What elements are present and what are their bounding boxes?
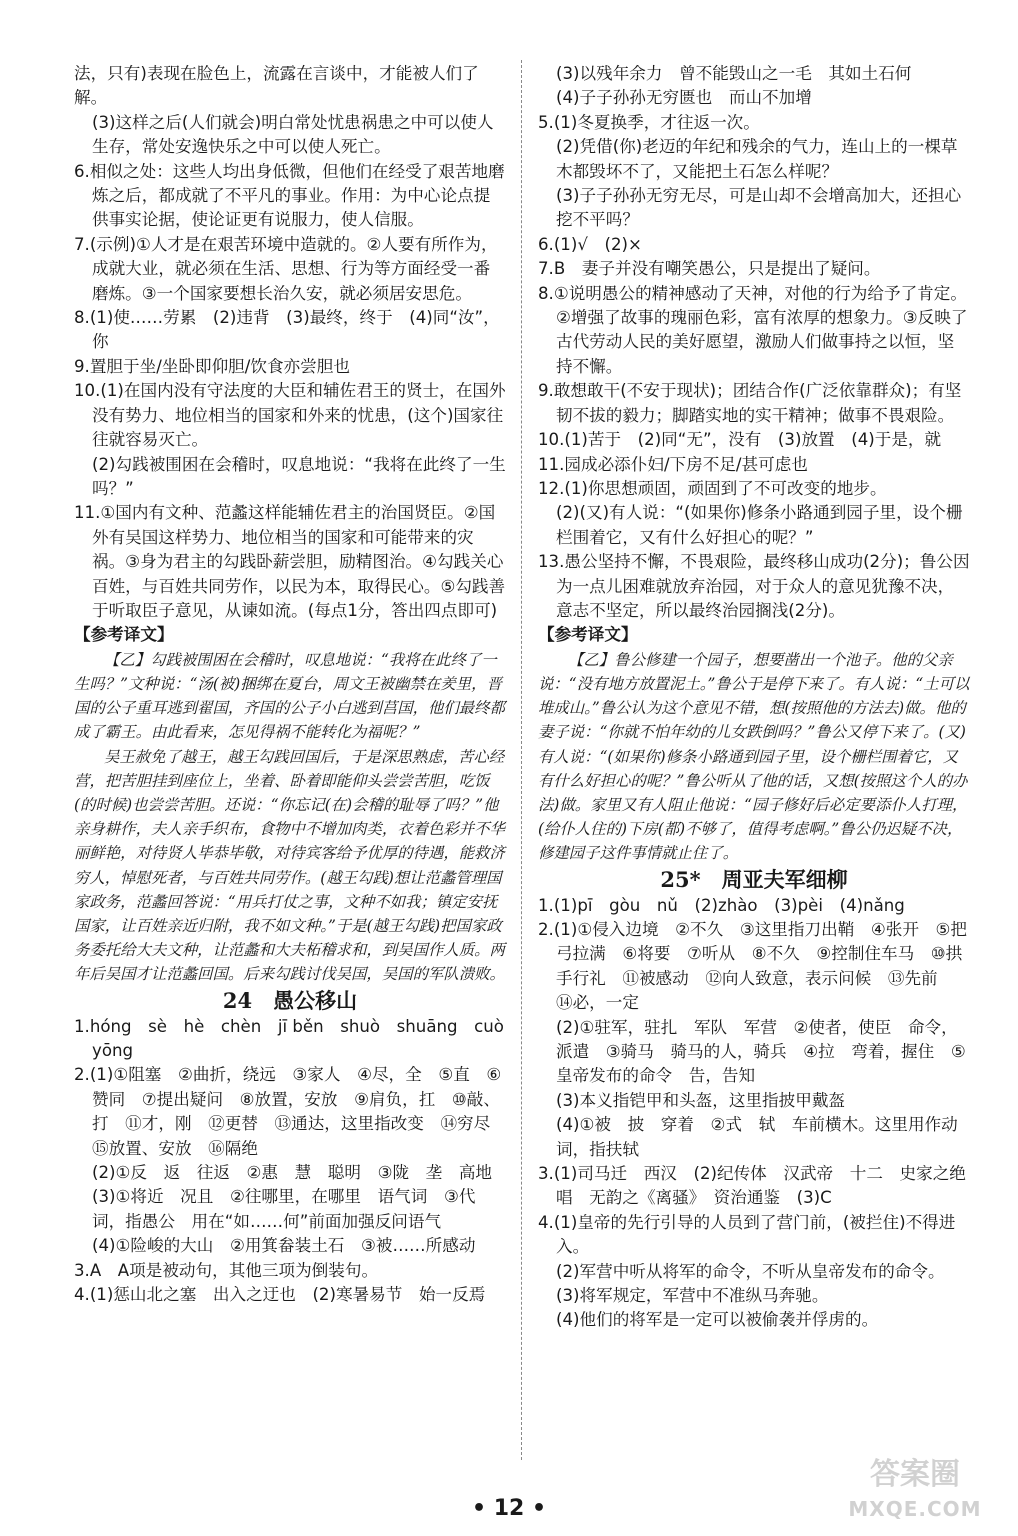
answer-subitem: (2)凭借(你)老迈的年纪和残余的气力，连山上的一棵草木都毁坏不了，又能把土石怎么样呢？ [556,137,958,181]
question-item: 5.(1)冬夏换季，才往返一次。 [538,112,760,132]
translation-heading: 【参考译文】 [74,625,174,645]
question-item: 6.(1)√ (2)× [538,234,642,254]
answer-subitem: (3)子子孙孙无穷无尽，可是山却不会增高加大，还担心挖不平吗？ [556,186,962,230]
question-item: 11.园成必添仆妇/下房不足/甚可虑也 [538,454,808,474]
question-item: 10.(1)苦于 (2)同“无”，没有 (3)放置 (4)于是，就 [538,430,942,450]
answer-subitem: (2)勾践被围困在会稽时，叹息地说：“我将在此终了一生吗？” [92,454,506,498]
answer-subitem: (2)①反 返 往返 ②惠 慧 聪明 ③陇 垄 高地 [92,1163,493,1183]
watermark-text: 答案圈 [870,1457,960,1492]
answer-subitem: (3)本义指铠甲和头盔，这里指披甲戴盔 [556,1090,846,1110]
question-item: 2.(1)①阻塞 ②曲折，绕远 ③家人 ④尽，全 ⑤直 ⑥赞同 ⑦提出疑问 ⑧放置，安放 ⑨肩负，扛 ⑩敲、打 ⑪才，刚 ⑫更替 ⑬通达，这里指改变 ⑭穷尽 ⑮放置、安放 ⑯隔绝 [74,1065,507,1158]
question-item: 9.置胆于坐/坐卧即仰胆/饮食亦尝胆也 [74,356,350,376]
question-item: 4.(1)皇帝的先行引导的人员到了营门前，(被拦住)不得进入。 [538,1212,956,1257]
answer-subitem: (4)子子孙孙无穷匮也 而山不加增 [556,88,812,108]
answer-subitem: (4)①险峻的大山 ②用箕畚装土石 ③被……所感动 [92,1236,476,1256]
question-item: 7.(示例)①人才是在艰苦环境中造就的。②人要有所作为，成就大业，就必须在生活、思想、行为等方面经受一番磨炼。③一个国家要想长治久安，就必须居安思危。 [74,234,498,303]
right-column [538,62,970,1333]
left-column [74,62,521,1307]
question-item: 7.B 妻子并没有嘲笑愚公，只是提出了疑问。 [538,259,881,279]
question-item: 3.(1)司马迁 西汉 (2)纪传体 汉武帝 十二 史家之绝唱 无韵之《离骚》 资治通鉴 (3)C [538,1164,966,1208]
translation-paragraph: 【乙】勾践被围困在会稽时，叹息地说：“我将在此终了一生吗？”文种说：“汤(被)捆绑在夏台，周文王被幽禁在羑里，晋国的公子重耳逃到翟国，齐国的公子小白逃到莒国，他们最终都成了霸王。由此看来，怎见得祸不能转化为福呢？” [74,650,505,742]
page-number: • 12 • [471,1496,547,1521]
translation-paragraph: 吴王赦免了越王，越王勾践回国后，于是深思熟虑，苦心经营，把苦胆挂到座位上，坐着、卧着即能仰头尝尝苦胆，吃饭(的时候)也尝尝苦胆。还说：“你忘记(在)会稽的耻辱了吗？”他亲身耕作，夫人亲手织布，食物中不增加肉类，衣着色彩并不华丽鲜艳，对待贤人毕恭毕敬，对待宾客给予优厚的待遇，能救济穷人，悼慰死者，与百姓共同劳作。(越王勾践)想让范蠡管理国家政务，范蠡回答说：“用兵打仗之事，文种不如我；镇定安抚国家，让百姓亲近归附，我不如文种。”于是(越王勾践)把国家政务委托给大夫文种，让范蠡和大夫柘稽求和，到吴国作人质。两年后吴国才让范蠡回国。后来勾践讨伐吴国，吴国的军队溃败。 [74,747,505,984]
answer-subitem: (2)①驻军，驻扎 军队 军营 ②使者，使臣 命令，派遣 ③骑马 骑马的人，骑兵 ④拉 弯着，握住 ⑤皇帝发布的命令 告，告知 [556,1017,966,1086]
column-divider [521,60,522,1460]
answer-subitem: (4)他们的将军是一定可以被偷袭并俘虏的。 [556,1310,879,1330]
question-item: 8.(1)使……劳累 (2)违背 (3)最终，终于 (4)同“汝”，你 [74,308,500,352]
question-item: 12.(1)你思想顽固，顽固到了不可改变的地步。 [538,478,887,498]
question-item: 8.①说明愚公的精神感动了天神，对他的行为给予了肯定。②增强了故事的瑰丽色彩，富有浓厚的想象力。③反映了古代劳动人民的美好愿望，激励人们做事持之以恒，坚持不懈。 [538,283,968,376]
watermark-logo [820,1458,1010,1532]
section-title: 24 愚公移山 [222,987,358,1013]
paragraph: 法，只有)表现在脸色上，流露在言谈中，才能被人们了解。 [74,64,479,108]
answer-subitem: (3)将军规定，军营中不准纵马奔驰。 [556,1286,829,1306]
question-item: 4.(1)惩山北之塞 出入之迂也 (2)寒暑易节 始一反焉 [74,1285,486,1305]
question-item: 13.愚公坚持不懈，不畏艰险，最终移山成功(2分)；鲁公因为一点儿困难就放弃治园，对于众人的意见犹豫不决，意志不坚定，所以最终治园搁浅(2分)。 [538,552,970,620]
answer-subitem: (4)①被 披 穿着 ②式 轼 车前横木。这里用作动词，指扶轼 [556,1115,958,1159]
question-item: 3.A A项是被动句，其他三项为倒装句。 [74,1260,379,1280]
translation-heading: 【参考译文】 [538,625,638,645]
answer-subitem: (2)(又)有人说：“(如果你)修条小路通到园子里，设个栅栏围着它，又有什么好担心的呢？” [556,503,963,547]
question-item: 1.(1)pī gòu nǔ (2)zhào (3)pèi (4)nǎng [538,895,905,915]
question-item: 9.敢想敢干(不安于现状)；团结合作(广泛依靠群众)；有坚韧不拔的毅力；脚踏实地的实干精神；做事不畏艰险。 [538,381,962,425]
section-title: 25* 周亚夫军细柳 [660,866,848,892]
question-item: 11.①国内有文种、范蠡这样能辅佐君主的治国贤臣。②国外有吴国这样势力、地位相当的国家和可能带来的灾祸。③身为君主的勾践卧薪尝胆，励精图治。④勾践关心百姓，与百姓共同劳作，以民为本，取得民心。⑤勾践善于听取臣子意见，从谏如流。(每点1分，答出四点即可) [74,503,506,620]
answer-subitem: (3)以残年余力 曾不能毁山之一毛 其如土石何 [556,64,912,83]
question-item: 2.(1)①侵入边境 ②不久 ③这里指刀出鞘 ④张开 ⑤把弓拉满 ⑥将要 ⑦听从 ⑧不久 ⑨控制住车马 ⑩拱手行礼 ⑪被感动 ⑫向人致意，表示问候 ⑬先前 ⑭必，一定 [538,919,967,1013]
question-item: 10.(1)在国内没有守法度的大臣和辅佐君王的贤士，在国外没有势力、地位相当的国家和外来的忧患，(这个)国家往往就容易灭亡。 [74,381,506,450]
watermark-url: MXQE.COM [848,1497,982,1521]
translation-paragraph: 【乙】鲁公修建一个园子，想要凿出一个池子。他的父亲说：“没有地方放置泥土。”鲁公于是停下来了。有人说：“土可以堆成山。”鲁公认为这个意见不错，想(按照他的方法去)做。他的妻子说：“你就不怕年幼的儿女跌倒吗？”鲁公又停下来了。(又)有人说：“(如果你)修条小路通到园子里，设个栅栏围着它，又有什么好担心的呢？”鲁公听从了他的话，又想(按照这个人的办法)做。家里又有人阻止他说：“园子修好后必定要添仆人打理，(给仆人住的)下房(都)不够了，值得考虑啊。”鲁公仍迟疑不决，修建园子这件事情就止住了。 [538,650,970,863]
question-item: 1.hóng sè hè chèn jī běn shuò shuāng cuò yōng [74,1016,521,1060]
answer-subitem: (3)①将近 况且 ②往哪里，在哪里 语气词 ③代词，指愚公 用在“如……何”前面加强反问语气 [92,1187,476,1231]
question-item: 6.相似之处：这些人均出身低微，但他们在经受了艰苦地磨炼之后，都成就了不平凡的事业。作用：为中心论点提供事实论据，使论证更有说服力，使人信服。 [74,161,505,230]
answer-subitem: (2)军营中听从将军的命令，不听从皇帝发布的命令。 [556,1261,945,1281]
answer-subitem: (3)这样之后(人们就会)明白常处忧患祸患之中可以使人生存，常处安逸快乐之中可以使人死亡。 [92,112,494,157]
